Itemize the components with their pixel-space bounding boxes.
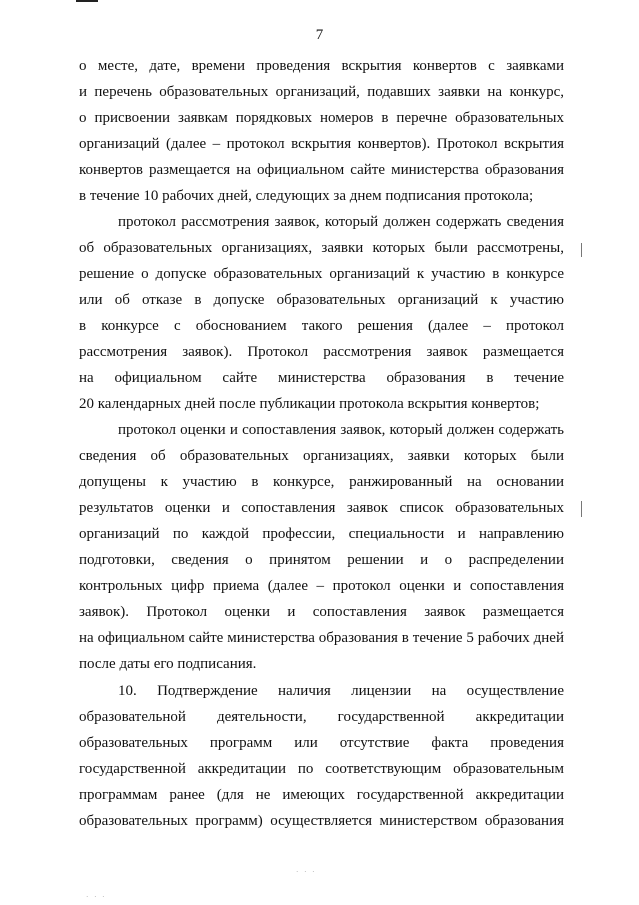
- scan-artifact-top-rule: [76, 0, 98, 2]
- text-line: организаций по каждой профессии, специальности и направлению: [79, 526, 564, 542]
- text-line: и перечень образовательных организаций, подавших заявки на конкурс,: [79, 84, 564, 100]
- paragraph-first-line: протокол оценки и сопоставления заявок, который должен содержать: [118, 422, 564, 438]
- text-line: образовательных программ или отсутствие факта проведения: [79, 735, 564, 751]
- text-line: образовательных программ) осуществляется министерством образования: [79, 813, 564, 829]
- text-line: программам ранее (для не имеющих государственной аккредитации: [79, 787, 564, 803]
- text-line: заявок). Протокол оценки и сопоставления заявок размещается: [79, 604, 564, 620]
- text-line: на официальном сайте министерства образования в течение: [79, 370, 564, 386]
- text-line: об образовательных организациях, заявки которых были рассмотрены,: [79, 240, 564, 256]
- text-line: организаций (далее – протокол вскрытия конвертов). Протокол вскрытия: [79, 136, 564, 152]
- text-line: подготовки, сведения о принятом решении и о распределении: [79, 552, 564, 568]
- paragraph-first-line: 10. Подтверждение наличия лицензии на осуществление: [118, 683, 564, 699]
- text-line: сведения об образовательных организациях, заявки которых были: [79, 448, 564, 464]
- text-line: контрольных цифр приема (далее – протокол оценки и сопоставления: [79, 578, 564, 594]
- text-line: в конкурсе с обоснованием такого решения (далее – протокол: [79, 318, 564, 334]
- margin-mark: [581, 501, 582, 517]
- text-line: 20 календарных дней после публикации протокола вскрытия конвертов;: [79, 396, 540, 412]
- paragraph-first-line: протокол рассмотрения заявок, который должен содержать сведения: [118, 214, 564, 230]
- text-line: конвертов размещается на официальном сайте министерства образования: [79, 162, 564, 178]
- text-line: на официальном сайте министерства образования в течение 5 рабочих дней: [79, 630, 564, 646]
- text-line: о месте, дате, времени проведения вскрытия конвертов с заявками: [79, 58, 564, 74]
- text-line: допущены к участию в конкурсе, ранжированный на основании: [79, 474, 564, 490]
- page-number: 7: [315, 27, 324, 43]
- text-line: образовательной деятельности, государственной аккредитации: [79, 709, 564, 725]
- text-line: рассмотрения заявок). Протокол рассмотрения заявок размещается: [79, 344, 564, 360]
- text-line: результатов оценки и сопоставления заявок список образовательных: [79, 500, 564, 516]
- margin-mark: [581, 243, 582, 257]
- text-line: решение о допуске образовательных организаций к участию в конкурсе: [79, 266, 564, 282]
- text-line: в течение 10 рабочих дней, следующих за днем подписания протокола;: [79, 188, 534, 204]
- scan-specks: · · ·: [86, 893, 107, 901]
- scan-specks: · · ·: [296, 868, 317, 876]
- text-line: о присвоении заявкам порядковых номеров в перечне образовательных: [79, 110, 564, 126]
- text-line: после даты его подписания.: [79, 656, 257, 672]
- text-line: или об отказе в допуске образовательных организаций к участию: [79, 292, 564, 308]
- text-line: государственной аккредитации по соответствующим образовательным: [79, 761, 564, 777]
